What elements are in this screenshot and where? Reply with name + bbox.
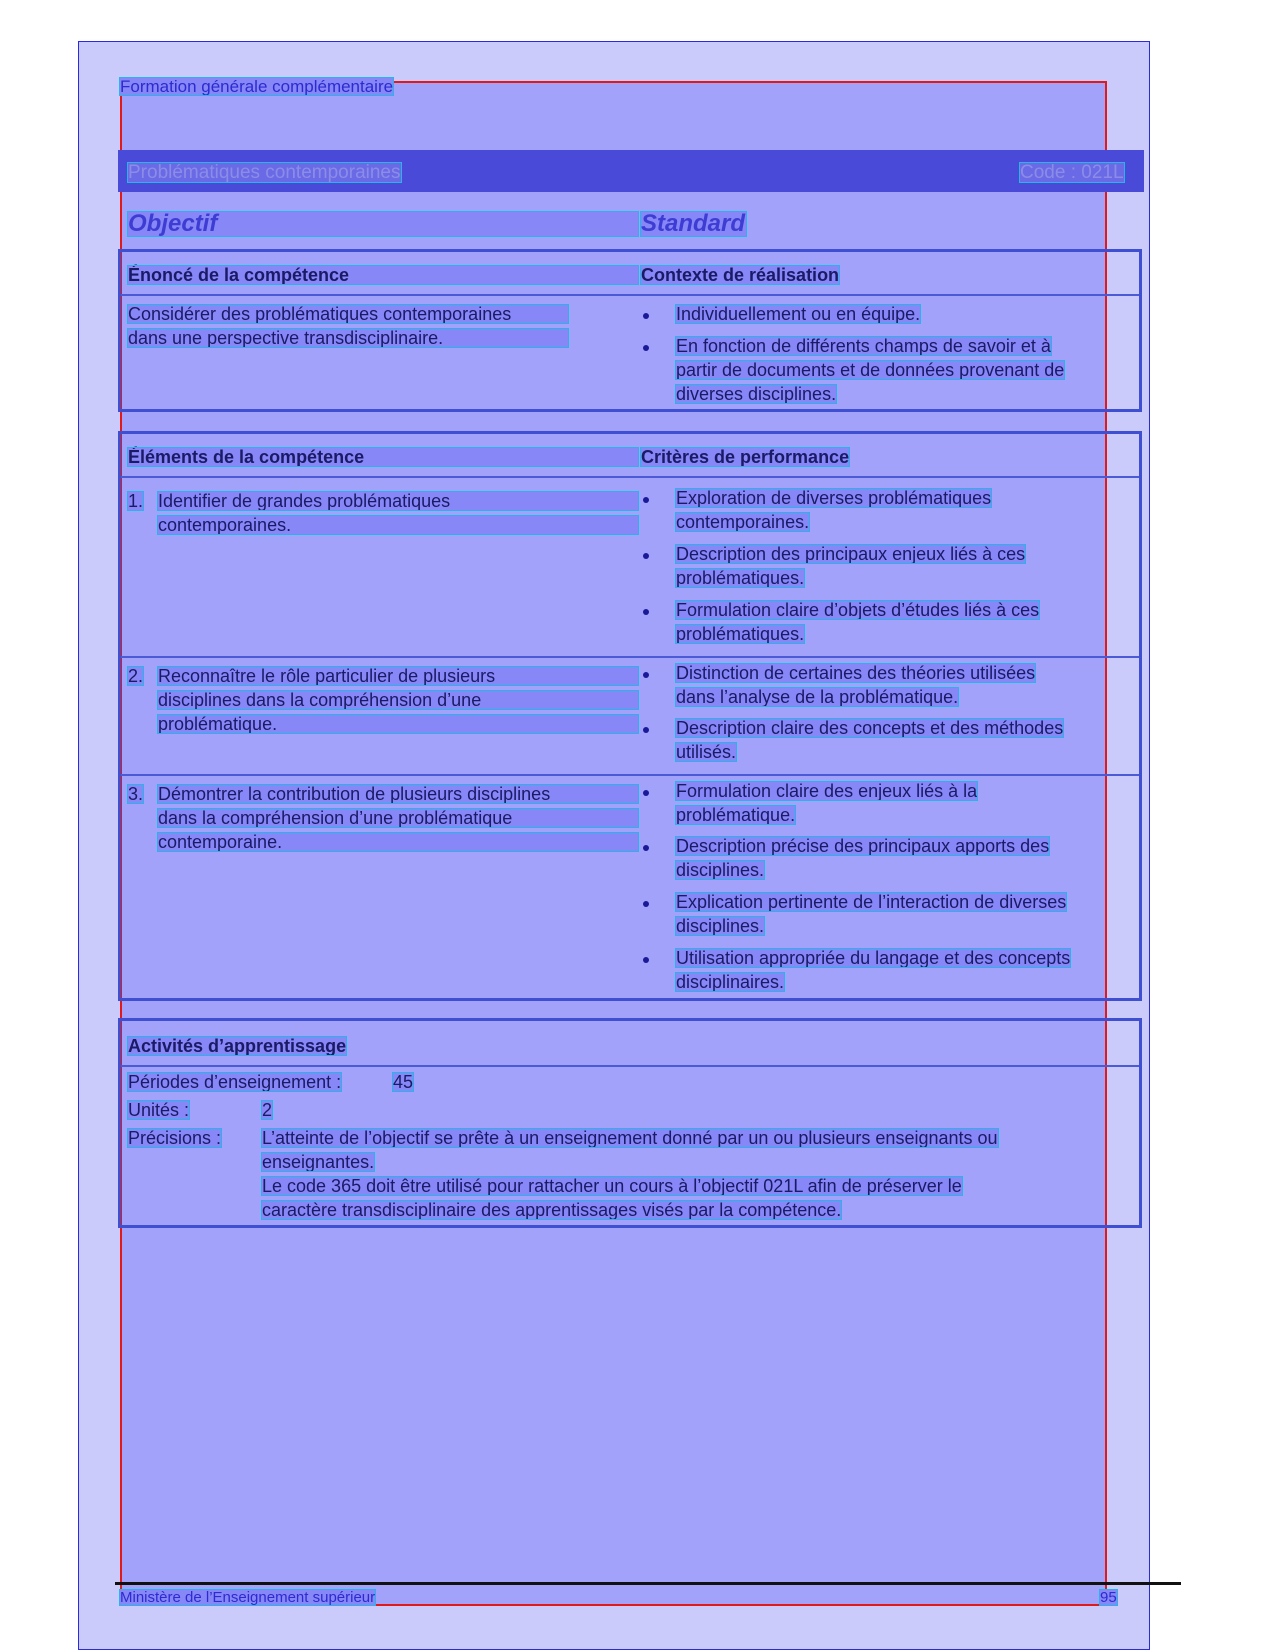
criterion-line: Exploration de diverses problématiques: [676, 488, 992, 508]
element-line: Identifier de grandes problématiques: [158, 492, 638, 510]
criterion-line: dans l’analyse de la problématique.: [676, 687, 959, 707]
criterion-line: Formulation claire d’objets d’études liés à ces: [676, 600, 1040, 620]
criterion-line: utilisés.: [676, 742, 737, 762]
course-code: Code : 021L: [1020, 162, 1124, 183]
criteria-heading: Critères de performance: [641, 447, 850, 467]
context-bullet-line: partir de documents et de données provenant de: [676, 360, 1065, 380]
bullet-icon: [643, 957, 649, 963]
precisions-label: Précisions :: [128, 1128, 222, 1148]
context-bullet-line: Individuellement ou en équipe.: [676, 304, 921, 324]
criterion-line: Formulation claire des enjeux liés à la: [676, 781, 978, 801]
bullet-icon: [643, 497, 649, 503]
criterion-line: disciplinaires.: [676, 972, 785, 992]
divider: [121, 774, 1139, 776]
precisions-line: caractère transdisciplinaire des apprentissages visés par la compétence.: [262, 1200, 842, 1220]
criterion-line: Utilisation appropriée du langage et des concepts: [676, 948, 1071, 968]
element-number: 1.: [128, 491, 144, 511]
criterion-line: disciplines.: [676, 916, 765, 936]
bullet-icon: [643, 553, 649, 559]
criterion-line: Description des principaux enjeux liés à ces: [676, 544, 1026, 564]
periods-value: 45: [393, 1072, 414, 1092]
bullet-icon: [643, 672, 649, 678]
activities-heading: Activités d’apprentissage: [128, 1036, 347, 1056]
precisions-line: enseignantes.: [262, 1152, 375, 1172]
bullet-icon: [643, 727, 649, 733]
bullet-icon: [643, 313, 649, 319]
bullet-icon: [643, 845, 649, 851]
criterion-line: problématiques.: [676, 568, 805, 588]
criterion-line: contemporaines.: [676, 512, 810, 532]
bullet-icon: [643, 609, 649, 615]
competence-heading: Énoncé de la compétence: [128, 266, 638, 284]
units-label: Unités :: [128, 1100, 190, 1120]
context-heading: Contexte de réalisation: [641, 265, 840, 285]
footer-ministry: Ministère de l’Enseignement supérieur: [120, 1589, 376, 1606]
page-number: 95: [1100, 1589, 1117, 1606]
criterion-line: problématique.: [676, 805, 796, 825]
elements-heading: Éléments de la compétence: [128, 448, 638, 466]
criterion-line: Distinction de certaines des théories utilisées: [676, 663, 1036, 683]
criterion-line: problématiques.: [676, 624, 805, 644]
element-number: 3.: [128, 784, 144, 804]
competence-statement-line: Considérer des problématiques contemporaines: [128, 305, 568, 323]
criterion-line: Explication pertinente de l’interaction de diverses: [676, 892, 1067, 912]
page-title: Problématiques contemporaines: [128, 162, 401, 183]
element-number: 2.: [128, 666, 144, 686]
periods-label: Périodes d’enseignement :: [128, 1072, 342, 1092]
element-line: Reconnaître le rôle particulier de plusieurs: [158, 667, 638, 685]
standard-heading: Standard: [641, 210, 746, 237]
criterion-line: Description claire des concepts et des méthodes: [676, 718, 1064, 738]
section-header: Formation générale complémentaire: [120, 77, 394, 96]
precisions-line: Le code 365 doit être utilisé pour rattacher un cours à l’objectif 021L afin de préserver le: [262, 1176, 962, 1196]
element-line: contemporaine.: [158, 833, 638, 851]
divider: [121, 294, 1139, 296]
criterion-line: disciplines.: [676, 860, 765, 880]
bullet-icon: [643, 790, 649, 796]
element-line: problématique.: [158, 715, 638, 733]
footer-rule: [115, 1582, 1181, 1585]
divider: [121, 1065, 1139, 1067]
context-bullet-line: diverses disciplines.: [676, 384, 837, 404]
divider: [121, 656, 1139, 658]
element-line: Démontrer la contribution de plusieurs disciplines: [158, 785, 638, 803]
element-line: dans la compréhension d’une problématique: [158, 809, 638, 827]
divider: [121, 476, 1139, 478]
element-line: contemporaines.: [158, 516, 638, 534]
objectif-heading: Objectif: [128, 212, 638, 236]
element-line: disciplines dans la compréhension d’une: [158, 691, 638, 709]
criterion-line: Description précise des principaux apports des: [676, 836, 1050, 856]
units-value: 2: [262, 1100, 273, 1120]
bullet-icon: [643, 345, 649, 351]
context-bullet-line: En fonction de différents champs de savoir et à: [676, 336, 1051, 356]
bullet-icon: [643, 901, 649, 907]
competence-statement-line: dans une perspective transdisciplinaire.: [128, 329, 568, 347]
precisions-line: L’atteinte de l’objectif se prête à un enseignement donné par un ou plusieurs enseignants ou: [262, 1128, 998, 1148]
